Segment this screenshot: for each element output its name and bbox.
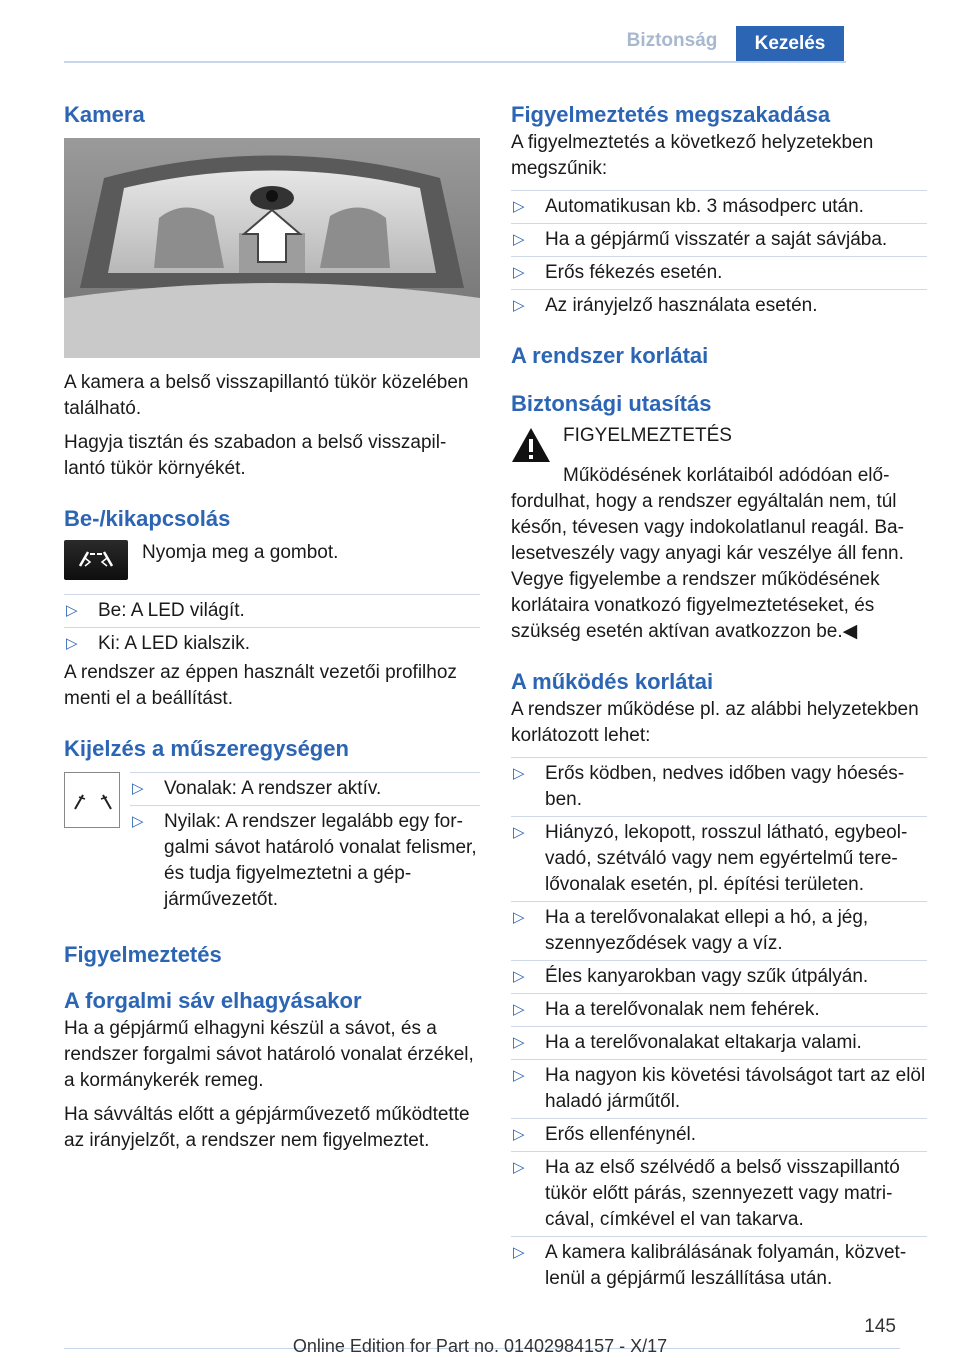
figyelmeztetes-heading: Figyelmeztetés [64, 942, 222, 967]
lane-departure-button-icon [64, 540, 128, 580]
triangle-bullet-icon: ▷ [513, 909, 525, 926]
triangle-bullet-icon: ▷ [132, 780, 144, 797]
right-column [511, 100, 927, 1295]
triangle-bullet-icon: ▷ [513, 1159, 525, 1176]
triangle-bullet-icon: ▷ [513, 1001, 525, 1018]
list-item: ▷ Éles kanyarokban vagy szűk útpályán. [511, 960, 927, 990]
list-item: ▷ Vonalak: A rendszer aktív. [130, 772, 480, 802]
list-item: ▷ Erős ellenfénynél. [511, 1118, 927, 1148]
header-chapter-tab: Kezelés [736, 26, 844, 62]
kijelzes-heading: Kijelzés a műszeregységen [64, 736, 349, 761]
korlatai-heading: A rendszer korlátai [511, 343, 709, 368]
list-item: ▷ Be: A LED világít. [64, 594, 480, 624]
warning-triangle-icon [511, 427, 551, 463]
megszakadas-paragraph: A figyelmeztetés a következő helyzetekben megszűnik: [511, 132, 874, 179]
triangle-bullet-icon: ▷ [513, 824, 525, 841]
lane-indicator-icon [64, 772, 120, 828]
triangle-bullet-icon: ▷ [513, 1034, 525, 1051]
triangle-bullet-icon: ▷ [66, 635, 78, 652]
list-item: ▷ Erős fékezés esetén. [511, 256, 927, 286]
sav-heading: A forgalmi sáv elhagyásakor [64, 988, 362, 1013]
list-item: ▷ Ha a terelővonalakat eltakarja valami. [511, 1026, 927, 1056]
triangle-bullet-icon: ▷ [513, 198, 525, 215]
triangle-bullet-icon: ▷ [513, 297, 525, 314]
triangle-bullet-icon: ▷ [513, 1067, 525, 1084]
triangle-bullet-icon: ▷ [513, 765, 525, 782]
triangle-bullet-icon: ▷ [132, 813, 144, 830]
list-item: ▷ Ha az első szélvédő a belső visszapillantó tükör előtt párás, szennyezett vagy matricával, címkével el van takarva. [511, 1151, 927, 1233]
list-item: ▷ Nyilak: A rendszer legalább egy forgalmi sávot határoló vonalat felismer, és tudja figyelmeztetni a gépjárművezetőt. [130, 805, 480, 913]
sav-paragraph-1: Ha a gépjármű elhagyni készül a sávot, és a rendszer forgalmi sávot határoló vonalat érzékel, a kormánykerék remeg. [64, 1018, 474, 1091]
left-column [64, 100, 480, 1162]
list-item: ▷ Erős ködben, nedves időben vagy hóesésben. [511, 757, 927, 813]
triangle-bullet-icon: ▷ [66, 602, 78, 619]
bekikapcs-heading: Be-/kikapcsolás [64, 506, 231, 531]
kamera-heading: Kamera [64, 102, 145, 127]
list-item: ▷ Ha a terelővonalak nem fehérek. [511, 993, 927, 1023]
list-item: ▷ Ki: A LED kialszik. [64, 627, 480, 657]
header-section: Biztonság [626, 30, 718, 51]
mukodes-heading: A működés korlátai [511, 669, 714, 694]
triangle-bullet-icon: ▷ [513, 264, 525, 281]
kamera-paragraph-2: Hagyja tisztán és szabadon a belső visszapillantó tükör környékét. [64, 432, 447, 479]
biztonsagi-heading: Biztonsági utasítás [511, 391, 712, 416]
button-instruction-text: Nyomja meg a gombot. [142, 542, 339, 563]
triangle-bullet-icon: ▷ [513, 1244, 525, 1261]
triangle-bullet-icon: ▷ [513, 231, 525, 248]
list-item: ▷ Automatikusan kb. 3 másodperc után. [511, 190, 927, 220]
list-item: ▷ A kamera kalibrálásának folyamán, közvetlenül a gépjármű leszállítása után. [511, 1236, 927, 1292]
kijelzes-block [64, 772, 480, 916]
warning-text: Működésének korlátaiból adódóan előfordulhat, hogy a rendszer egyáltalán nem, túl későn, tévesen vagy indokolatlanul reagál. Balesetveszély vagy anyagi kár veszélye áll fenn. Vegye figyelembe a rendszer működésének korlátaira vonatkozó figyelmeztetéseket, és szükség esetén aktívan avatkozzon be.◀ [511, 465, 904, 642]
sav-paragraph-2: Ha sávváltás előtt a gépjárművezető működtette az irányjelzőt, a rendszer nem figyelmeztet. [64, 1104, 470, 1151]
bekikapcs-paragraph: A rendszer az éppen használt vezetői profilhoz menti el a beállítást. [64, 662, 457, 709]
list-item: ▷ Ha a gépjármű visszatér a saját sávjába. [511, 223, 927, 253]
list-item: ▷ Hiányzó, lekopott, rosszul látható, egybeolvadó, szétváló vagy nem egyértelmű terelővonalak esetén, pl. építési területen. [511, 816, 927, 898]
triangle-bullet-icon: ▷ [513, 968, 525, 985]
button-instruction [64, 540, 480, 580]
warning-label: FIGYELMEZTETÉS [563, 425, 732, 446]
megszakadas-heading: Figyelmeztetés megszakadása [511, 102, 831, 127]
header-divider [64, 61, 846, 63]
warning-header [511, 423, 927, 463]
list-item: ▷ Ha a terelővonalakat ellepi a hó, a jég, szennyeződések vagy a víz. [511, 901, 927, 957]
list-item: ▷ Ha nagyon kis követési távolságot tart az elöl haladó járműtől. [511, 1059, 927, 1115]
page-number: 145 [864, 1316, 896, 1337]
camera-photo [64, 138, 480, 358]
kamera-paragraph-1: A kamera a belső visszapillantó tükör közelében található. [64, 372, 469, 419]
mukodes-paragraph: A rendszer működése pl. az alábbi helyzetekben korlátozott lehet: [511, 699, 919, 746]
page-header [0, 26, 960, 62]
triangle-bullet-icon: ▷ [513, 1126, 525, 1143]
footer-edition: Online Edition for Part no. 01402984157 - X/17 [292, 1336, 668, 1356]
list-item: ▷ Az irányjelző használata esetén. [511, 289, 927, 319]
